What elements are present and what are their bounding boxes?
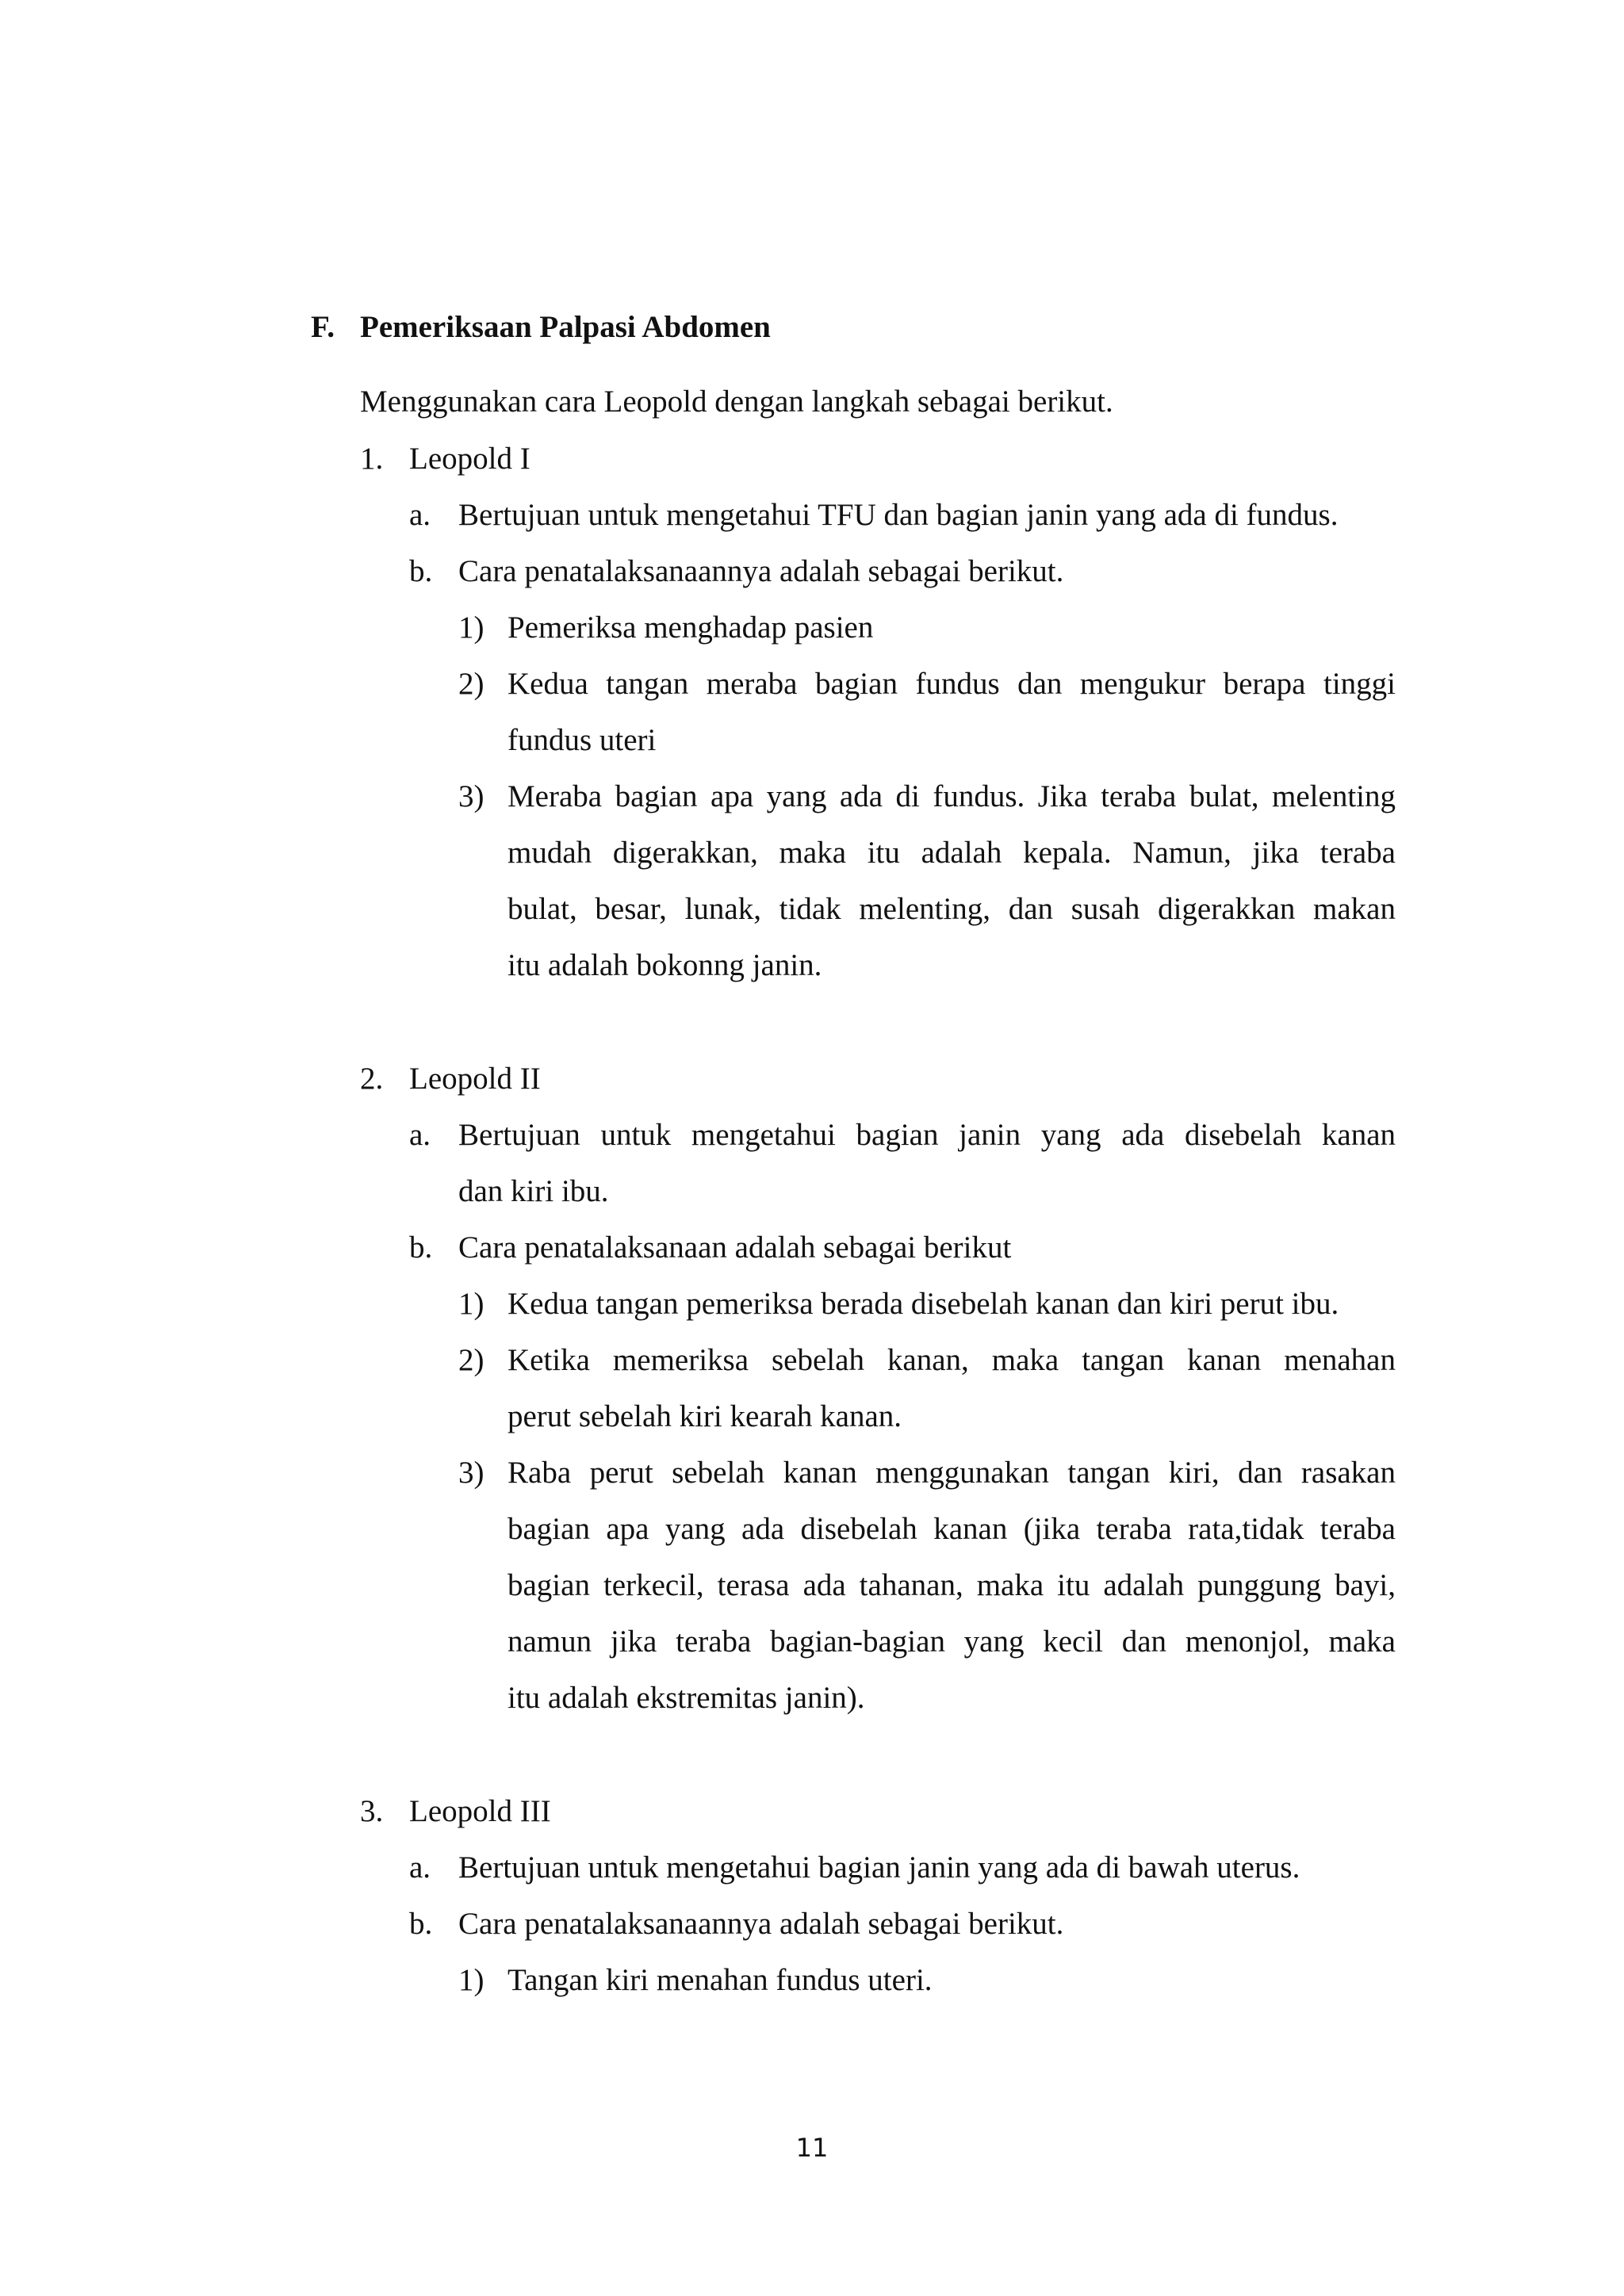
leopold1-step1-line1: Pemeriksa menghadap pasien xyxy=(508,610,874,645)
leopold2-a-line2: dan kiri ibu. xyxy=(458,1174,609,1208)
leopold1-step2-line1: Kedua tangan meraba bagian fundus dan mengukur berapa tinggi xyxy=(508,667,1396,701)
leopold1-step3-line3: bulat, besar, lunak, tidak melenting, dan susah digerakkan makan xyxy=(508,892,1396,926)
leopold1-a-text: Bertujuan untuk mengetahui TFU dan bagian janin yang ada di fundus. xyxy=(458,498,1339,532)
leopold1-step3-line4: itu adalah bokonng janin. xyxy=(508,948,822,982)
leopold2-a-marker: a. xyxy=(409,1118,431,1152)
leopold3-b-text: Cara penatalaksanaannya adalah sebagai berikut. xyxy=(458,1907,1064,1941)
leopold3-step1-marker: 1) xyxy=(458,1963,485,1997)
leopold2-a-line1: Bertujuan untuk mengetahui bagian janin yang ada disebelah kanan xyxy=(458,1118,1396,1152)
leopold3-title: Leopold III xyxy=(409,1794,551,1828)
leopold3-a-marker: a. xyxy=(409,1850,431,1885)
page-number: 11 xyxy=(795,2133,829,2163)
leopold2-step2-marker: 2) xyxy=(458,1343,485,1377)
leopold2-step3-line5: itu adalah ekstremitas janin). xyxy=(508,1681,865,1715)
leopold2-title: Leopold II xyxy=(409,1062,541,1096)
leopold2-number: 2. xyxy=(360,1062,384,1096)
leopold1-step3-line1: Meraba bagian apa yang ada di fundus. Jika teraba bulat, melenting xyxy=(508,779,1396,813)
leopold3-b-marker: b. xyxy=(409,1907,433,1941)
leopold2-step2-line2: perut sebelah kiri kearah kanan. xyxy=(508,1399,902,1433)
leopold2-step1-marker: 1) xyxy=(458,1287,485,1321)
section-intro: Menggunakan cara Leopold dengan langkah sebagai berikut. xyxy=(360,385,1113,419)
leopold2-b-text: Cara penatalaksanaan adalah sebagai berikut xyxy=(458,1230,1012,1265)
leopold2-step1-line1: Kedua tangan pemeriksa berada disebelah kanan dan kiri perut ibu. xyxy=(508,1287,1339,1321)
leopold2-step3-line3: bagian terkecil, terasa ada tahanan, maka itu adalah punggung bayi, xyxy=(508,1568,1396,1602)
section-heading xyxy=(311,308,771,347)
leopold2-step3-line2: bagian apa yang ada disebelah kanan (jika teraba rata,tidak teraba xyxy=(508,1512,1396,1546)
leopold1-a-marker: a. xyxy=(409,498,431,532)
leopold2-step3-line4: namun jika teraba bagian-bagian yang kecil dan menonjol, maka xyxy=(508,1624,1396,1659)
leopold1-step3-line2: mudah digerakkan, maka itu adalah kepala. Namun, jika teraba xyxy=(508,836,1396,870)
leopold3-a-text: Bertujuan untuk mengetahui bagian janin yang ada di bawah uterus. xyxy=(458,1850,1300,1885)
leopold3-number: 3. xyxy=(360,1794,384,1828)
leopold2-b-marker: b. xyxy=(409,1230,433,1265)
leopold2-step3-marker: 3) xyxy=(458,1456,485,1490)
leopold1-step2-line2: fundus uteri xyxy=(508,723,657,757)
section-title: Pemeriksaan Palpasi Abdomen xyxy=(360,310,771,344)
section-letter: F. xyxy=(311,310,335,344)
leopold1-step3-marker: 3) xyxy=(458,779,485,813)
leopold2-step2-line1: Ketika memeriksa sebelah kanan, maka tangan kanan menahan xyxy=(508,1343,1396,1377)
leopold1-step1-marker: 1) xyxy=(458,610,485,645)
leopold1-b-marker: b. xyxy=(409,554,433,588)
leopold1-number: 1. xyxy=(360,442,384,476)
leopold1-step2-marker: 2) xyxy=(458,667,485,701)
leopold2-step3-line1: Raba perut sebelah kanan menggunakan tangan kiri, dan rasakan xyxy=(508,1456,1396,1490)
leopold1-title: Leopold I xyxy=(409,442,530,476)
leopold3-step1-line1: Tangan kiri menahan fundus uteri. xyxy=(508,1963,933,1997)
leopold1-b-text: Cara penatalaksanaannya adalah sebagai berikut. xyxy=(458,554,1064,588)
